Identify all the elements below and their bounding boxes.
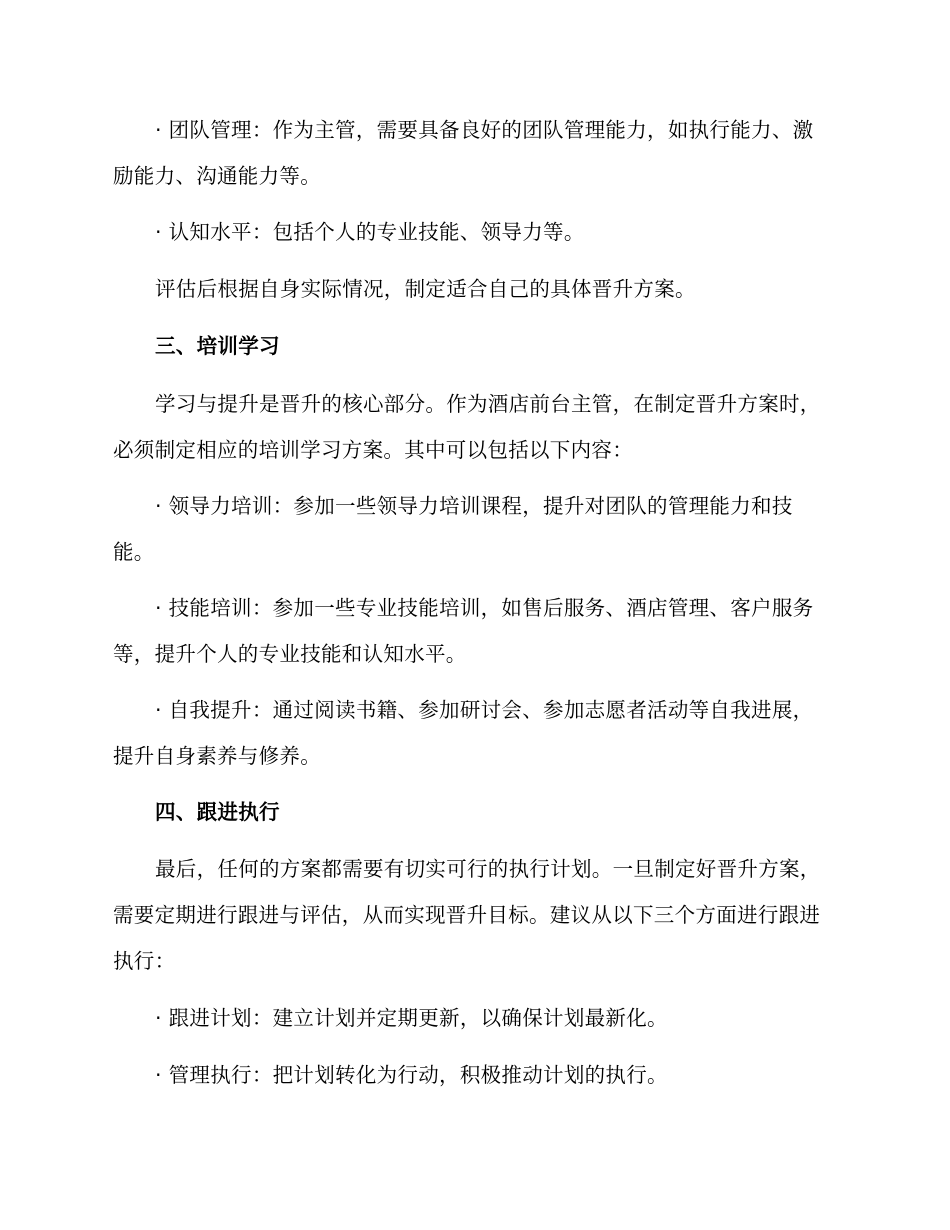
paragraph-assessment: 评估后根据自身实际情况，制定适合自己的具体晋升方案。 <box>155 277 696 301</box>
section-heading-training: 三、培训学习 <box>155 334 280 358</box>
bullet-cognitive-level: · 认知水平：包括个人的专业技能、领导力等。 <box>155 220 585 244</box>
section-heading-followup: 四、跟进执行 <box>155 800 280 824</box>
paragraph-followup-intro: 最后，任何的方案都需要有切实可行的执行计划。一旦制定好晋升方案，需要定期进行跟进与评估，从而实现晋升目标。建议从以下三个方面进行跟进执行： <box>113 857 821 973</box>
bullet-skill-training: · 技能培训：参加一些专业技能培训，如售后服务、酒店管理、客户服务等，提升个人的专业技能和认知水平。 <box>113 596 814 666</box>
bullet-leadership-training: · 领导力培训：参加一些领导力培训课程，提升对团队的管理能力和技能。 <box>113 494 793 564</box>
bullet-execution-management: · 管理执行：把计划转化为行动，积极推动计划的执行。 <box>155 1063 668 1087</box>
bullet-followup-plan: · 跟进计划：建立计划并定期更新，以确保计划最新化。 <box>155 1006 668 1030</box>
bullet-self-improvement: · 自我提升：通过阅读书籍、参加研讨会、参加志愿者活动等自我进展，提升自身素养与修养。 <box>113 698 814 768</box>
paragraph-training-intro: 学习与提升是晋升的核心部分。作为酒店前台主管，在制定晋升方案时，必须制定相应的培训学习方案。其中可以包括以下内容： <box>113 392 821 462</box>
bullet-team-management: · 团队管理：作为主管，需要具备良好的团队管理能力，如执行能力、激励能力、沟通能力等。 <box>113 118 814 188</box>
